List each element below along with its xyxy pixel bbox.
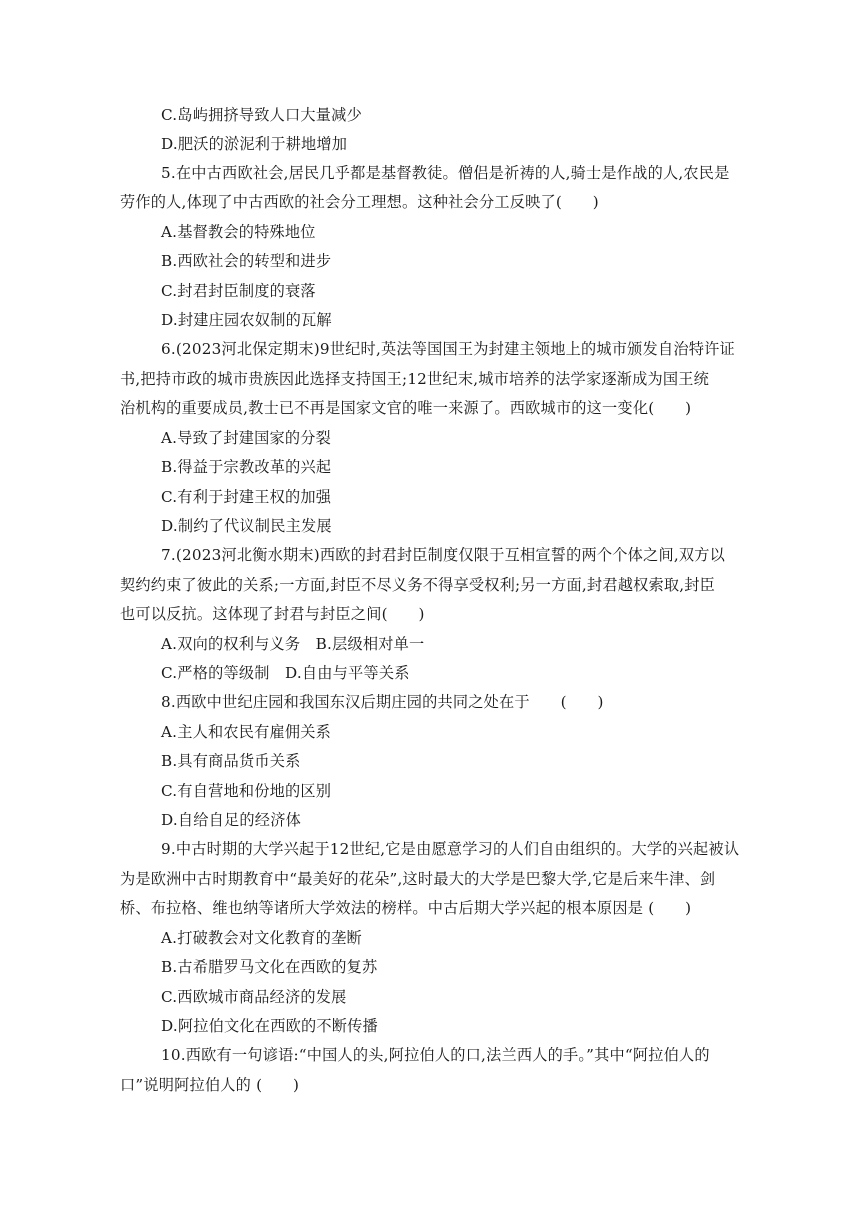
option-9a: A.打破教会对文化教育的垄断 <box>161 929 362 947</box>
question-8-stem: 8.西欧中世纪庄园和我国东汉后期庄园的共同之处在于 ( ) <box>161 693 604 711</box>
option-8a: A.主人和农民有雇佣关系 <box>161 723 332 741</box>
option-6c: C.有利于封建王权的加强 <box>161 488 332 506</box>
option-8d: D.自给自足的经济体 <box>161 811 301 829</box>
option-5b: B.西欧社会的转型和进步 <box>161 252 332 270</box>
option-5c: C.封君封臣制度的衰落 <box>161 282 316 300</box>
option-7ab: A.双向的权利与义务 B.层级相对单一 <box>161 635 425 653</box>
option-5a: A.基督教会的特殊地位 <box>161 223 316 241</box>
option-4d: D.肥沃的淤泥利于耕地增加 <box>161 135 348 153</box>
question-9-stem-cont: 桥、布拉格、维也纳等诸所大学效法的榜样。中古后期大学兴起的根本原因是 ( ) <box>120 899 692 917</box>
option-8b: B.具有商品货币关系 <box>161 752 301 770</box>
question-10-stem: 10.西欧有一句谚语:“中国人的头,阿拉伯人的口,法兰西人的手。”其中“阿拉伯人的 <box>161 1046 710 1064</box>
question-9-stem-cont: 为是欧洲中古时期教育中“最美好的花朵”,这时最大的大学是巴黎大学,它是后来牛津、剑 <box>120 870 716 888</box>
option-6a: A.导致了封建国家的分裂 <box>161 429 332 447</box>
question-5-stem-cont: 劳作的人,体现了中古西欧的社会分工理想。这种社会分工反映了( ) <box>120 193 599 211</box>
question-7-stem-cont: 契约约束了彼此的关系;一方面,封臣不尽义务不得享受权利;另一方面,封君越权索取,封臣 <box>120 576 716 594</box>
option-5d: D.封建庄园农奴制的瓦解 <box>161 311 332 329</box>
question-9-stem: 9.中古时期的大学兴起于12世纪,它是由愿意学习的人们自由组织的。大学的兴起被认 <box>161 840 740 858</box>
option-9d: D.阿拉伯文化在西欧的不断传播 <box>161 1017 378 1035</box>
option-9c: C.西欧城市商品经济的发展 <box>161 988 347 1006</box>
option-8c: C.有自营地和份地的区别 <box>161 782 332 800</box>
question-7-stem-cont: 也可以反抗。这体现了封君与封臣之间( ) <box>120 605 425 623</box>
question-5-stem: 5.在中古西欧社会,居民几乎都是基督教徒。僧侣是祈祷的人,骑士是作战的人,农民是 <box>161 164 730 182</box>
option-9b: B.古希腊罗马文化在西欧的复苏 <box>161 958 378 976</box>
option-6b: B.得益于宗教改革的兴起 <box>161 458 332 476</box>
question-6-stem-cont: 书,把持市政的城市贵族因此选择支持国王;12世纪末,城市培养的法学家逐渐成为国王统 <box>120 370 710 388</box>
option-7cd: C.严格的等级制 D.自由与平等关系 <box>161 664 410 682</box>
question-7-stem: 7.(2023河北衡水期末)西欧的封君封臣制度仅限于互相宣誓的两个个体之间,双方以 <box>161 546 726 564</box>
question-6-stem-cont: 治机构的重要成员,教士已不再是国家文官的唯一来源了。西欧城市的这一变化( ) <box>120 399 692 417</box>
option-4c: C.岛屿拥挤导致人口大量减少 <box>161 106 362 124</box>
option-6d: D.制约了代议制民主发展 <box>161 517 332 535</box>
question-6-stem: 6.(2023河北保定期末)9世纪时,英法等国国王为封建主领地上的城市颁发自治特许证 <box>161 340 735 358</box>
question-10-stem-cont: 口”说明阿拉伯人的 ( ) <box>120 1076 300 1094</box>
